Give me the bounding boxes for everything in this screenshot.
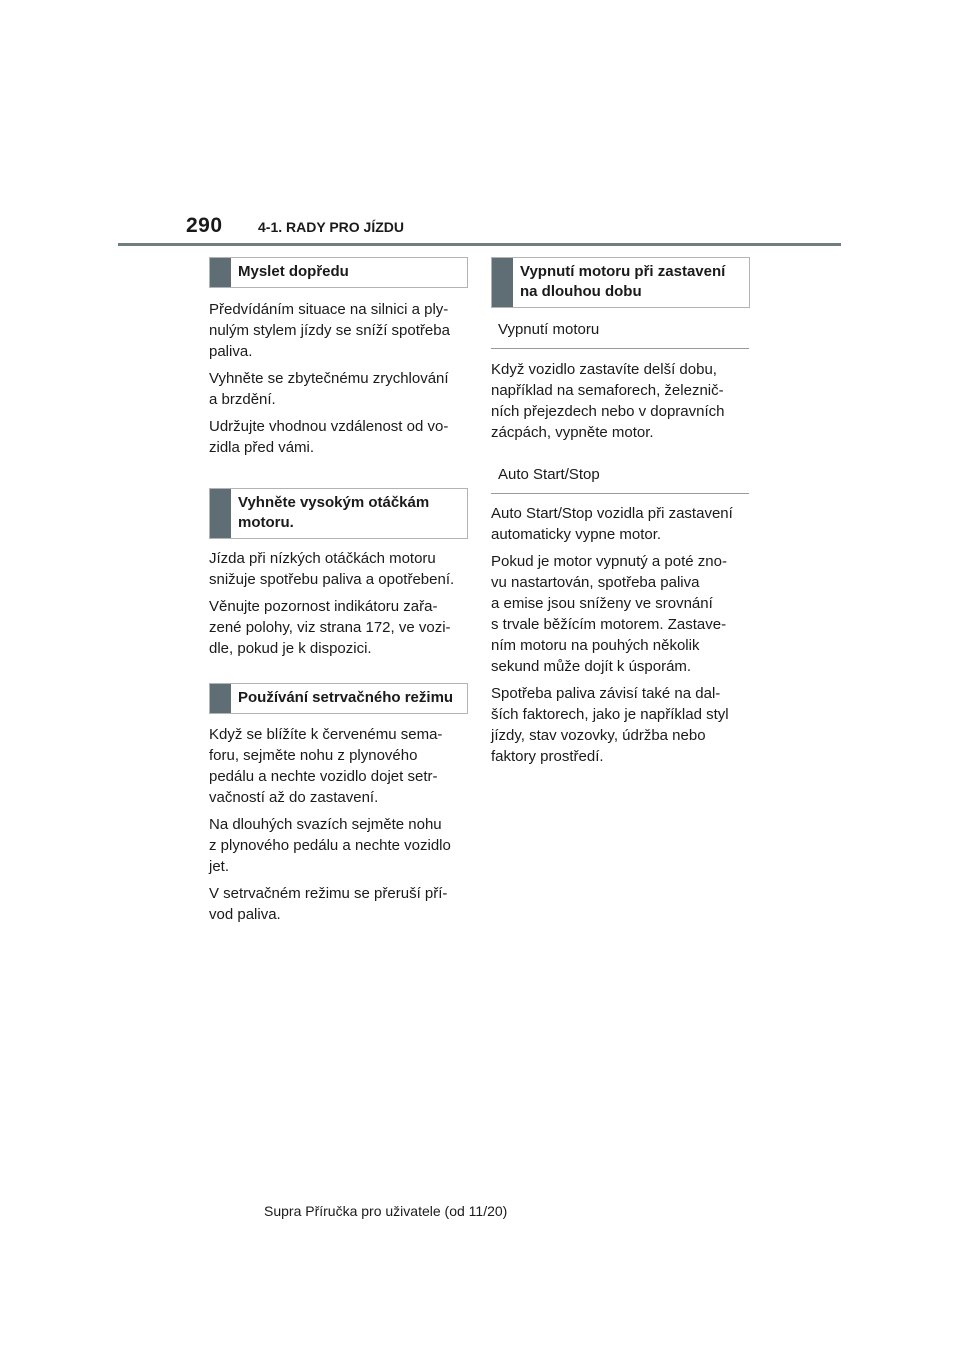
paragraph: Vyhněte se zbytečnému zrychlování a brzdění. [209, 370, 449, 408]
subsection-heading: Auto Start/Stop [491, 453, 749, 494]
chapter-title: 4-1. RADY PRO JÍZDU [258, 219, 404, 235]
paragraph: Předvídáním situace na silnici a ply- nulým stylem jízdy se sníží spotřeba paliva. [209, 301, 450, 360]
section-tab [492, 258, 513, 307]
paragraph: Udržujte vhodnou vzdálenost od vo- zidla před vámi. [209, 418, 449, 456]
paragraph: Na dlouhých svazích sejměte nohu z plynového pedálu a nechte vozidlo jet. [209, 816, 451, 875]
paragraph: V setrvačném režimu se přeruší pří- vod paliva. [209, 885, 448, 923]
left-column [209, 257, 469, 931]
paragraph: Jízda při nízkých otáčkách motoru snižuje spotřebu paliva a opotřebení. [209, 550, 455, 588]
footer-text: Supra Příručka pro uživatele (od 11/20) [264, 1203, 508, 1219]
section-heading: Myslet dopředu [238, 263, 349, 280]
section-tab [210, 258, 231, 287]
section-heading: Používání setrvačného režimu [238, 689, 454, 706]
section-heading-box [209, 257, 468, 288]
section-tab [210, 489, 231, 538]
subsection-heading: Vypnutí motoru [491, 308, 749, 349]
paragraph: Auto Start/Stop vozidla při zastavení automaticky vypne motor. [491, 505, 733, 543]
paragraph: Věnujte pozornost indikátoru zařa- zené polohy, viz strana 172, ve vozi- dle, pokud je k dispozici. [209, 598, 451, 657]
right-column [491, 257, 751, 773]
section-heading-box [209, 683, 468, 714]
section-tab [210, 684, 231, 713]
section-heading-box [491, 257, 750, 308]
section-heading: Vyhněte vysokým otáčkám motoru. [238, 494, 430, 531]
section-heading-box [209, 488, 468, 539]
paragraph: Spotřeba paliva závisí také na dal- ších faktorech, jako je například styl jízdy, stav vozovky, údržba nebo faktory prostředí. [491, 685, 729, 765]
header-rule [118, 243, 841, 246]
paragraph: Když vozidlo zastavíte delší dobu, například na semaforech, železnič- ních přejezdech nebo v dopravních zácpách, vypněte motor. [491, 361, 725, 441]
paragraph: Když se blížíte k červenému sema- foru, sejměte nohu z plynového pedálu a nechte vozidlo dojet setr- vačností až do zastavení. [209, 726, 443, 806]
paragraph: Pokud je motor vypnutý a poté zno- vu nastartován, spotřeba paliva a emise jsou sníženy ve srovnání s trvale běžícím motorem. Zastave- ním motoru na pouhých několik sekund může dojít k úsporám. [491, 553, 727, 675]
page-number: 290 [186, 214, 223, 237]
section-heading: Vypnutí motoru při zastavení na dlouhou dobu [520, 263, 726, 300]
